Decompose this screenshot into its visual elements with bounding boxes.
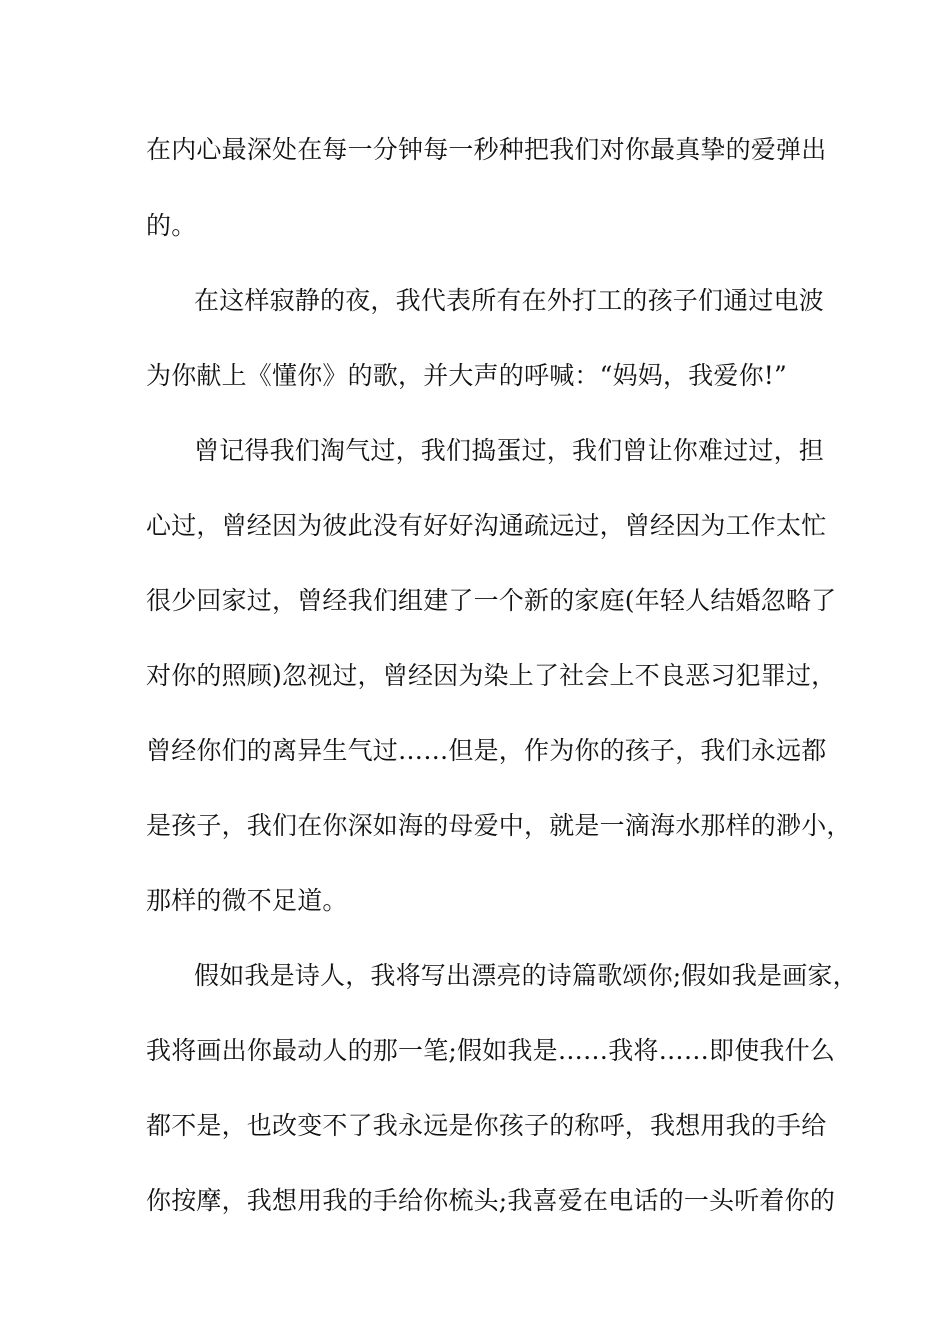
text-line: 是孩子，我们在你深如海的母爱中，就是一滴海水那样的渺小， — [146, 811, 852, 840]
text-line: 你按摩，我想用我的手给你梳头;我喜爱在电话的一头听着你的 — [146, 1186, 836, 1215]
text-line: 曾经你们的离异生气过……但是，作为你的孩子，我们永远都 — [146, 736, 827, 765]
text-line: 的。 — [146, 211, 197, 240]
text-line: 心过，曾经因为彼此没有好好沟通疏远过，曾经因为工作太忙 — [146, 511, 827, 540]
paragraph-start-line: 曾记得我们淘气过，我们捣蛋过，我们曾让你难过过，担 — [194, 436, 825, 465]
paragraph-start-line: 在这样寂静的夜，我代表所有在外打工的孩子们通过电波 — [194, 286, 825, 315]
text-line: 在内心最深处在每一分钟每一秒种把我们对你最真挚的爱弹出 — [146, 135, 827, 164]
text-line: 我将画出你最动人的那一笔;假如我是……我将……即使我什么 — [146, 1036, 836, 1065]
paragraph-start-line: 假如我是诗人，我将写出漂亮的诗篇歌颂你;假如我是画家， — [194, 961, 858, 990]
text-line: 对你的照顾)忽视过，曾经因为染上了社会上不良恶习犯罪过， — [146, 661, 837, 690]
text-line: 那样的微不足道。 — [146, 886, 348, 915]
text-line: 都不是，也改变不了我永远是你孩子的称呼，我想用我的手给 — [146, 1111, 827, 1140]
text-line: 为你献上《懂你》的歌，并大声的呼喊：“妈妈，我爱你!” — [146, 361, 788, 390]
text-line: 很少回家过，曾经我们组建了一个新的家庭(年轻人结婚忽略了 — [146, 586, 837, 615]
